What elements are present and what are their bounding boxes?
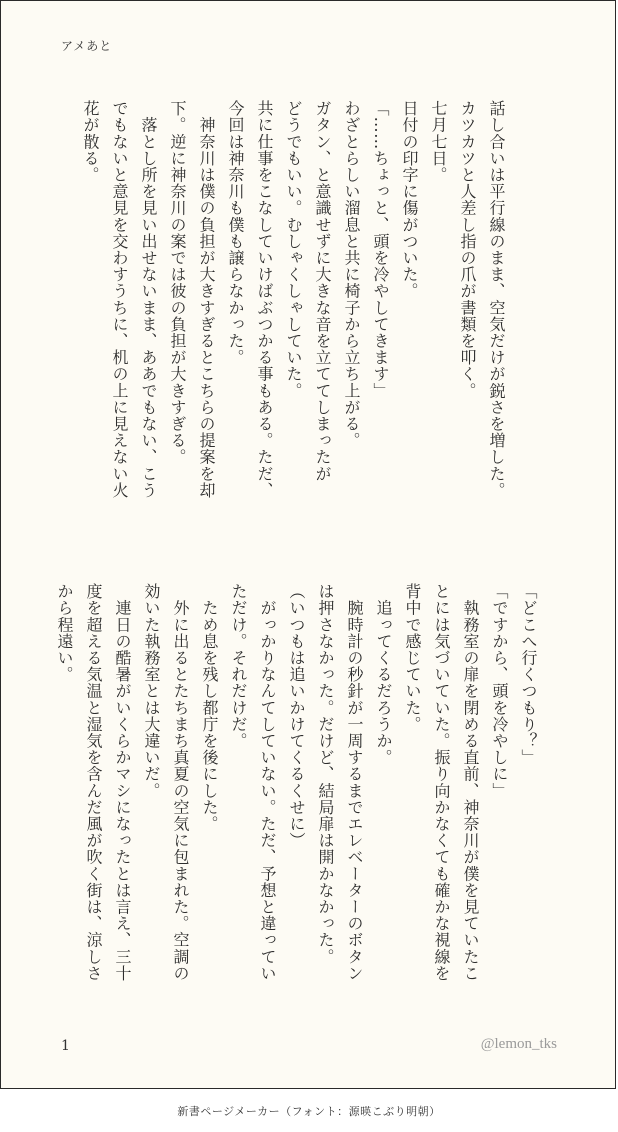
text-line: （いつもは追いかけてくるくせに）: [287, 583, 306, 849]
text-line: 神奈川は僕の負担が大きすぎるとこちらの提案を却: [197, 100, 216, 499]
text-line: 「ですから、頭を冷やしに」: [490, 583, 509, 799]
author-handle: @lemon_tks: [480, 1036, 557, 1052]
text-line: は押さなかった。だけど、結局扉は開かなかった。: [316, 583, 335, 965]
text-line: がっかりなんてしていない。ただ、予想と違ってい: [258, 583, 277, 982]
text-line: 外に出るとたちまち真夏の空気に包まれた。空調の: [171, 583, 190, 982]
text-line: 今回は神奈川も僕も譲らなかった。: [226, 100, 245, 366]
text-line: 共に仕事をこなしていけばぶつかる事もある。ただ、: [255, 100, 274, 499]
text-line: でもないと意見を交わすうちに、机の上に見えない火: [110, 100, 129, 499]
text-line: 効いた執務室とは大違いだ。: [142, 583, 161, 799]
text-line: わざとらしい溜息と共に椅子から立ち上がる。: [342, 100, 361, 449]
text-line: 七月七日。: [429, 100, 448, 183]
text-line: 花が散る。: [81, 100, 100, 183]
text-line: 連日の酷暑がいくらかマシになったとは言え、三十: [113, 583, 132, 982]
text-line: 執務室の扉を閉める直前、神奈川が僕を見ていたこ: [461, 583, 480, 982]
text-line: ガタン、と意識せずに大きな音を立ててしまったが: [313, 100, 332, 482]
text-line: から程遠い。: [55, 583, 74, 683]
text-line: 度を超える気温と湿気を含んだ風が吹く街は、涼しさ: [84, 583, 103, 982]
text-line: とには気づいていた。振り向かなくても確かな視線を: [432, 583, 451, 982]
page-header-title: アメあと: [61, 39, 113, 53]
text-line: 日付の印字に傷がついた。: [400, 100, 419, 300]
text-line: ため息を残し都庁を後にした。: [200, 583, 219, 832]
lower-text-block: [50, 583, 543, 1023]
text-line: 「どこへ行くつもり？」: [519, 583, 538, 766]
text-line: 追ってくるだろうか。: [374, 583, 393, 766]
upper-text-block: [76, 100, 511, 540]
text-line: 話し合いは平行線のまま、空気だけが鋭さを増した。: [487, 100, 506, 499]
text-line: 腕時計の秒針が一周するまでエレベーターのボタン: [345, 583, 364, 982]
page-number: 1: [61, 1038, 70, 1054]
text-line: 落とし所を見い出せないまま、ああでもない、こう: [139, 100, 158, 499]
text-line: ただけ。それだけだ。: [229, 583, 248, 749]
text-line: どうでもいい。むしゃくしゃしていた。: [284, 100, 303, 399]
generator-credit: 新書ページメーカー（フォント：源暎こぶり明朝）: [177, 1105, 441, 1118]
text-line: カツカツと人差し指の爪が書類を叩く。: [458, 100, 477, 399]
text-line: 下。逆に神奈川の案では彼の負担が大きすぎる。: [168, 100, 187, 466]
text-line: 背中で感じていた。: [403, 583, 422, 733]
text-line: 「……ちょっと、頭を冷やしてきます」: [371, 100, 390, 399]
